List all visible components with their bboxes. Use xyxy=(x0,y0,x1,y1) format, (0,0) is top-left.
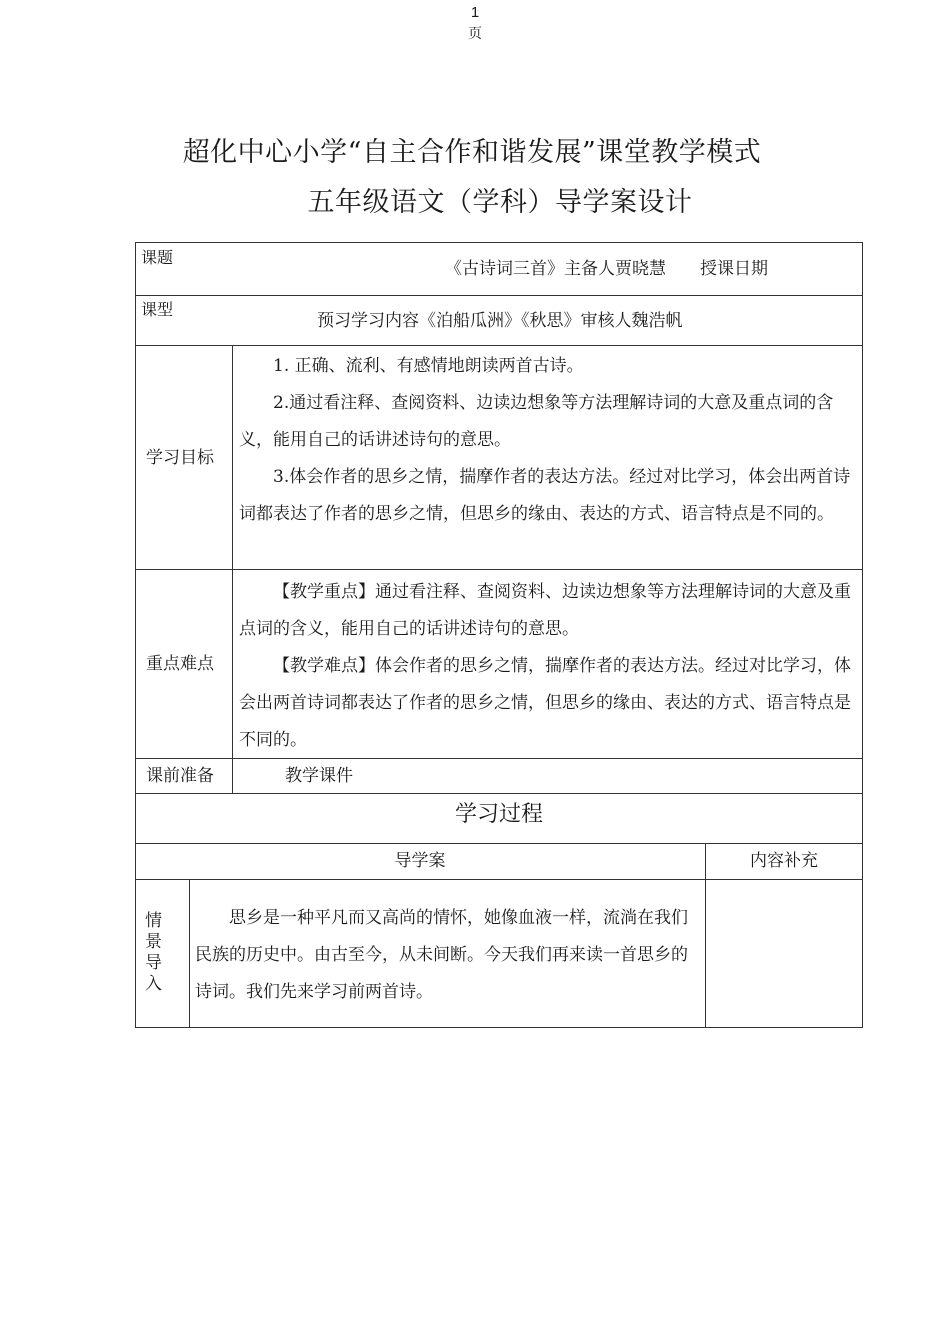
preparation-value: 教学课件 xyxy=(285,766,353,786)
difficulty-text: 体会作者的思乡之情，揣摩作者的表达方法。经过对比学习，体会出两首诗词都表达了作者的思乡之情，但思乡的缘由、表达的方式、语言特点是不同的。 xyxy=(239,656,851,750)
document-subtitle: 五年级语文（学科）导学案设计 xyxy=(307,187,693,218)
supplement-column-header: 内容补充 xyxy=(750,851,818,871)
preparation-label: 课前准备 xyxy=(146,766,214,786)
page-label: 页 xyxy=(468,26,482,42)
objective-item: 2.通过看注释、查阅资料、边读边想象等方法理解诗词的大意及重点词的含义，能用自己的话讲述诗句的意思。 xyxy=(239,393,834,450)
type-label: 课型 xyxy=(141,300,174,319)
objectives-list xyxy=(239,348,855,533)
topic-value: 《古诗词三首》主备人贾晓慧 授课日期 xyxy=(445,259,768,279)
teaching-difficulty xyxy=(239,648,855,759)
focus-tag: 【教学重点】 xyxy=(273,582,375,602)
process-heading: 学习过程 xyxy=(454,802,543,827)
teaching-focus xyxy=(239,574,855,648)
document-title: 超化中心小学“自主合作和谐发展”课堂教学模式 xyxy=(182,137,762,168)
lesson-plan-table xyxy=(135,242,863,1028)
stage-text xyxy=(195,900,699,1011)
focus-text: 通过看注释、查阅资料、边读边想象等方法理解诗词的大意及重点词的含义，能用自己的话讲述诗句的意思。 xyxy=(239,582,851,639)
page-number: 1 xyxy=(470,4,480,21)
objective-item: 3.体会作者的思乡之情，揣摩作者的表达方法。经过对比学习，体会出两首诗词都表达了作者的思乡之情，但思乡的缘由、表达的方式、语言特点是不同的。 xyxy=(239,467,851,524)
stage-label: 情景导入 xyxy=(145,911,162,994)
key-points-label: 重点难点 xyxy=(146,654,214,674)
type-value: 预习学习内容《泊船瓜洲》《秋思》审核人魏浩帆 xyxy=(317,311,683,331)
stage-paragraph: 思乡是一种平凡而又高尚的情怀，她像血液一样，流淌在我们民族的历史中。由古至今，从未间断。今天我们再来读一首思乡的诗词。我们先来学习前两首诗。 xyxy=(195,908,688,1002)
difficulty-tag: 【教学难点】 xyxy=(273,656,375,676)
objectives-label: 学习目标 xyxy=(146,448,214,468)
objective-item: 1. 正确、流利、有感情地朗读两首古诗。 xyxy=(273,356,584,376)
key-points-content xyxy=(239,574,855,759)
guide-column-header: 导学案 xyxy=(394,851,446,871)
topic-label: 课题 xyxy=(141,248,174,267)
